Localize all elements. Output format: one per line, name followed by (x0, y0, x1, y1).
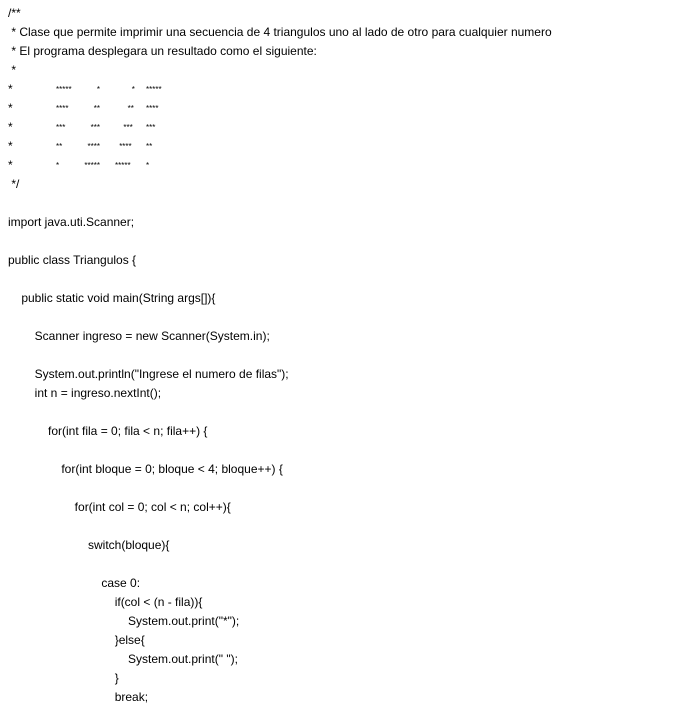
triangle-segment: **** (146, 104, 159, 113)
triangle-segment: *** (56, 123, 66, 132)
code-line (8, 308, 697, 327)
triangle-segment: * (56, 161, 60, 170)
triangle-segment: ** (146, 142, 153, 151)
comment-star: * (8, 101, 13, 115)
ascii-art-row (8, 80, 697, 99)
code-listing (8, 4, 697, 707)
code-line: for(int col = 0; col < n; col++){ (8, 500, 231, 514)
code-line (8, 403, 697, 422)
ascii-art-row (8, 156, 697, 175)
comment-star: * (8, 158, 13, 172)
code-line (8, 479, 697, 498)
code-line: int n = ingreso.nextInt(); (8, 386, 162, 400)
code-line (8, 346, 697, 365)
code-line: for(int fila = 0; fila < n; fila++) { (8, 424, 208, 438)
triangle-segment: *** (123, 123, 133, 132)
triangle-segment: * (146, 161, 150, 170)
comment-line: /** (8, 6, 21, 20)
triangle-segment: *** (146, 123, 156, 132)
code-line: case 0: (8, 576, 141, 590)
code-line: import java.uti.Scanner; (8, 215, 135, 229)
comment-line: * Clase que permite imprimir una secuencia de 4 triangulos uno al lado de otro para cualquier numero (8, 25, 552, 39)
code-line (8, 555, 697, 574)
code-line: Scanner ingreso = new Scanner(System.in); (8, 329, 270, 343)
comment-line: */ (8, 177, 20, 191)
triangle-segment: **** (56, 104, 69, 113)
triangle-segment: * (131, 85, 135, 94)
code-line (8, 517, 697, 536)
triangle-segment: ***** (84, 161, 100, 170)
code-line: System.out.print("*"); (8, 614, 240, 628)
code-line: switch(bloque){ (8, 538, 170, 552)
code-line: } (8, 671, 119, 685)
code-line (8, 232, 697, 251)
ascii-art-row (8, 99, 697, 118)
code-line: if(col < (n - fila)){ (8, 595, 203, 609)
comment-star: * (8, 120, 13, 134)
triangle-segment: **** (119, 142, 132, 151)
comment-line: * El programa desplegara un resultado como el siguiente: (8, 44, 317, 58)
triangle-segment: ** (93, 104, 100, 113)
ascii-art-row (8, 118, 697, 137)
triangle-segment: **** (87, 142, 100, 151)
code-line (8, 270, 697, 289)
triangle-segment: * (96, 85, 100, 94)
triangle-segment: ***** (115, 161, 131, 170)
comment-star: * (8, 139, 13, 153)
comment-line: * (8, 63, 17, 77)
triangle-segment: ***** (56, 85, 72, 94)
comment-star: * (8, 82, 13, 96)
code-line: }else{ (8, 633, 145, 647)
code-line (8, 441, 697, 460)
code-line (8, 194, 697, 213)
triangle-segment: ** (56, 142, 63, 151)
code-line: break; (8, 690, 149, 704)
code-line: public static void main(String args[]){ (8, 291, 216, 305)
code-line: public class Triangulos { (8, 253, 137, 267)
triangle-segment: ***** (146, 85, 162, 94)
code-line: for(int bloque = 0; bloque < 4; bloque++) { (8, 462, 283, 476)
ascii-art-row (8, 137, 697, 156)
code-line: System.out.print(" "); (8, 652, 238, 666)
triangle-segment: ** (127, 104, 134, 113)
triangle-segment: *** (90, 123, 100, 132)
code-line: System.out.println("Ingrese el numero de filas"); (8, 367, 289, 381)
